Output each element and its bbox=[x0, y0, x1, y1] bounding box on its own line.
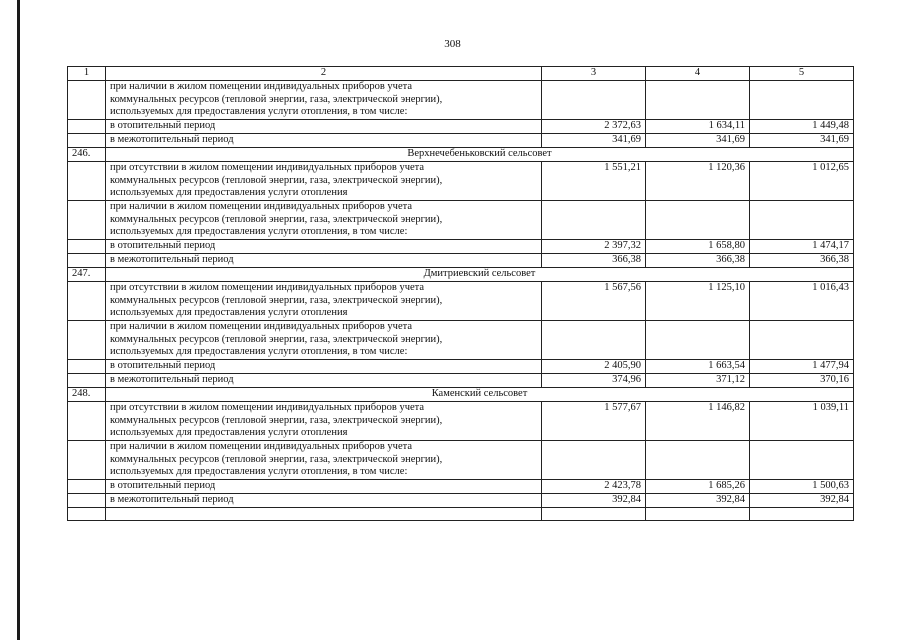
section-index: 247. bbox=[68, 268, 106, 282]
row-description bbox=[106, 81, 542, 120]
row-label: в отопительный период bbox=[106, 480, 542, 494]
value-col-4: 371,12 bbox=[646, 374, 750, 388]
description-row bbox=[68, 321, 854, 360]
value-col-5 bbox=[750, 321, 854, 360]
value-col-4: 1 125,10 bbox=[646, 282, 750, 321]
empty-cell bbox=[68, 508, 106, 521]
empty-cell bbox=[646, 508, 750, 521]
header-col-3: 3 bbox=[542, 67, 646, 81]
description-line: используемых для предоставления услуги отопления, в том числе: bbox=[110, 466, 408, 477]
row-index bbox=[68, 240, 106, 254]
row-index bbox=[68, 282, 106, 321]
value-col-4: 1 120,36 bbox=[646, 162, 750, 201]
value-col-4 bbox=[646, 81, 750, 120]
value-col-5: 1 039,11 bbox=[750, 402, 854, 441]
value-col-5: 1 474,17 bbox=[750, 240, 854, 254]
value-col-5 bbox=[750, 201, 854, 240]
period-row bbox=[68, 120, 854, 134]
value-col-5: 1 016,43 bbox=[750, 282, 854, 321]
value-col-3: 374,96 bbox=[542, 374, 646, 388]
value-col-5: 1 500,63 bbox=[750, 480, 854, 494]
description-line: используемых для предоставления услуги отопления, в том числе: bbox=[110, 106, 408, 117]
row-index bbox=[68, 480, 106, 494]
table-header-row bbox=[68, 67, 854, 81]
description-line: используемых для предоставления услуги отопления bbox=[110, 307, 348, 318]
description-line: используемых для предоставления услуги отопления bbox=[110, 427, 348, 438]
period-row bbox=[68, 134, 854, 148]
section-row bbox=[68, 388, 854, 402]
row-index bbox=[68, 360, 106, 374]
description-row bbox=[68, 402, 854, 441]
row-index bbox=[68, 120, 106, 134]
description-row bbox=[68, 81, 854, 120]
value-col-5 bbox=[750, 441, 854, 480]
description-line: при отсутствии в жилом помещении индивидуальных приборов учета bbox=[110, 402, 425, 413]
row-index bbox=[68, 162, 106, 201]
section-name: Каменский сельсовет bbox=[106, 388, 854, 402]
value-col-4: 392,84 bbox=[646, 494, 750, 508]
row-description bbox=[106, 402, 542, 441]
row-index bbox=[68, 374, 106, 388]
row-index bbox=[68, 81, 106, 120]
description-line: при наличии в жилом помещении индивидуальных приборов учета bbox=[110, 441, 412, 452]
value-col-5: 341,69 bbox=[750, 134, 854, 148]
description-line: используемых для предоставления услуги отопления bbox=[110, 187, 348, 198]
value-col-5: 1 012,65 bbox=[750, 162, 854, 201]
value-col-5: 1 449,48 bbox=[750, 120, 854, 134]
header-col-1: 1 bbox=[68, 67, 106, 81]
value-col-3: 2 405,90 bbox=[542, 360, 646, 374]
value-col-4 bbox=[646, 441, 750, 480]
description-row bbox=[68, 282, 854, 321]
description-line: коммунальных ресурсов (тепловой энергии, газа, электрической энергии), bbox=[110, 453, 443, 465]
description-line: коммунальных ресурсов (тепловой энергии, газа, электрической энергии), bbox=[110, 174, 443, 186]
row-label: в отопительный период bbox=[106, 360, 542, 374]
value-col-3 bbox=[542, 321, 646, 360]
row-label: в межотопительный период bbox=[106, 134, 542, 148]
value-col-3: 1 577,67 bbox=[542, 402, 646, 441]
value-col-4: 341,69 bbox=[646, 134, 750, 148]
description-line: коммунальных ресурсов (тепловой энергии, газа, электрической энергии), bbox=[110, 93, 443, 105]
description-line: используемых для предоставления услуги отопления, в том числе: bbox=[110, 226, 408, 237]
page-number: 308 bbox=[444, 38, 461, 50]
section-name: Дмитриевский сельсовет bbox=[106, 268, 854, 282]
row-index bbox=[68, 321, 106, 360]
value-col-3: 1 567,56 bbox=[542, 282, 646, 321]
row-description bbox=[106, 441, 542, 480]
description-row bbox=[68, 162, 854, 201]
value-col-3 bbox=[542, 81, 646, 120]
value-col-3 bbox=[542, 441, 646, 480]
value-col-4: 1 663,54 bbox=[646, 360, 750, 374]
header-col-5: 5 bbox=[750, 67, 854, 81]
description-line: коммунальных ресурсов (тепловой энергии, газа, электрической энергии), bbox=[110, 294, 443, 306]
row-index bbox=[68, 201, 106, 240]
section-row bbox=[68, 148, 854, 162]
description-line: коммунальных ресурсов (тепловой энергии, газа, электрической энергии), bbox=[110, 333, 443, 345]
value-col-3: 2 423,78 bbox=[542, 480, 646, 494]
description-line: используемых для предоставления услуги отопления, в том числе: bbox=[110, 346, 408, 357]
value-col-3: 2 372,63 bbox=[542, 120, 646, 134]
description-line: при наличии в жилом помещении индивидуальных приборов учета bbox=[110, 321, 412, 332]
section-index: 246. bbox=[68, 148, 106, 162]
value-col-4 bbox=[646, 201, 750, 240]
value-col-5: 1 477,94 bbox=[750, 360, 854, 374]
trailing-empty-row bbox=[68, 508, 854, 521]
period-row bbox=[68, 360, 854, 374]
row-label: в межотопительный период bbox=[106, 494, 542, 508]
period-row bbox=[68, 494, 854, 508]
header-col-2: 2 bbox=[106, 67, 542, 81]
value-col-4: 1 685,26 bbox=[646, 480, 750, 494]
empty-cell bbox=[542, 508, 646, 521]
row-description bbox=[106, 282, 542, 321]
empty-cell bbox=[106, 508, 542, 521]
empty-cell bbox=[750, 508, 854, 521]
description-row bbox=[68, 441, 854, 480]
value-col-3 bbox=[542, 201, 646, 240]
value-col-4: 1 658,80 bbox=[646, 240, 750, 254]
value-col-4: 1 634,11 bbox=[646, 120, 750, 134]
value-col-5: 370,16 bbox=[750, 374, 854, 388]
section-index: 248. bbox=[68, 388, 106, 402]
section-name: Верхнечебеньковский сельсовет bbox=[106, 148, 854, 162]
period-row bbox=[68, 480, 854, 494]
row-index bbox=[68, 494, 106, 508]
tariff-table bbox=[67, 66, 854, 521]
description-line: при отсутствии в жилом помещении индивидуальных приборов учета bbox=[110, 162, 425, 173]
header-col-4: 4 bbox=[646, 67, 750, 81]
period-row bbox=[68, 254, 854, 268]
value-col-3: 341,69 bbox=[542, 134, 646, 148]
value-col-5: 366,38 bbox=[750, 254, 854, 268]
row-description bbox=[106, 321, 542, 360]
row-index bbox=[68, 402, 106, 441]
row-label: в межотопительный период bbox=[106, 374, 542, 388]
period-row bbox=[68, 240, 854, 254]
table-body bbox=[68, 67, 854, 521]
row-label: в межотопительный период bbox=[106, 254, 542, 268]
section-row bbox=[68, 268, 854, 282]
value-col-3: 366,38 bbox=[542, 254, 646, 268]
description-line: коммунальных ресурсов (тепловой энергии, газа, электрической энергии), bbox=[110, 213, 443, 225]
value-col-5 bbox=[750, 81, 854, 120]
row-index bbox=[68, 254, 106, 268]
value-col-5: 392,84 bbox=[750, 494, 854, 508]
description-line: при наличии в жилом помещении индивидуальных приборов учета bbox=[110, 201, 412, 212]
row-description bbox=[106, 162, 542, 201]
period-row bbox=[68, 374, 854, 388]
value-col-3: 1 551,21 bbox=[542, 162, 646, 201]
scan-edge-line bbox=[17, 0, 20, 640]
row-label: в отопительный период bbox=[106, 120, 542, 134]
description-line: коммунальных ресурсов (тепловой энергии, газа, электрической энергии), bbox=[110, 414, 443, 426]
description-row bbox=[68, 201, 854, 240]
value-col-4: 366,38 bbox=[646, 254, 750, 268]
value-col-3: 392,84 bbox=[542, 494, 646, 508]
row-label: в отопительный период bbox=[106, 240, 542, 254]
description-line: при наличии в жилом помещении индивидуальных приборов учета bbox=[110, 81, 412, 92]
row-index bbox=[68, 134, 106, 148]
row-description bbox=[106, 201, 542, 240]
value-col-4 bbox=[646, 321, 750, 360]
row-index bbox=[68, 441, 106, 480]
description-line: при отсутствии в жилом помещении индивидуальных приборов учета bbox=[110, 282, 425, 293]
value-col-3: 2 397,32 bbox=[542, 240, 646, 254]
value-col-4: 1 146,82 bbox=[646, 402, 750, 441]
